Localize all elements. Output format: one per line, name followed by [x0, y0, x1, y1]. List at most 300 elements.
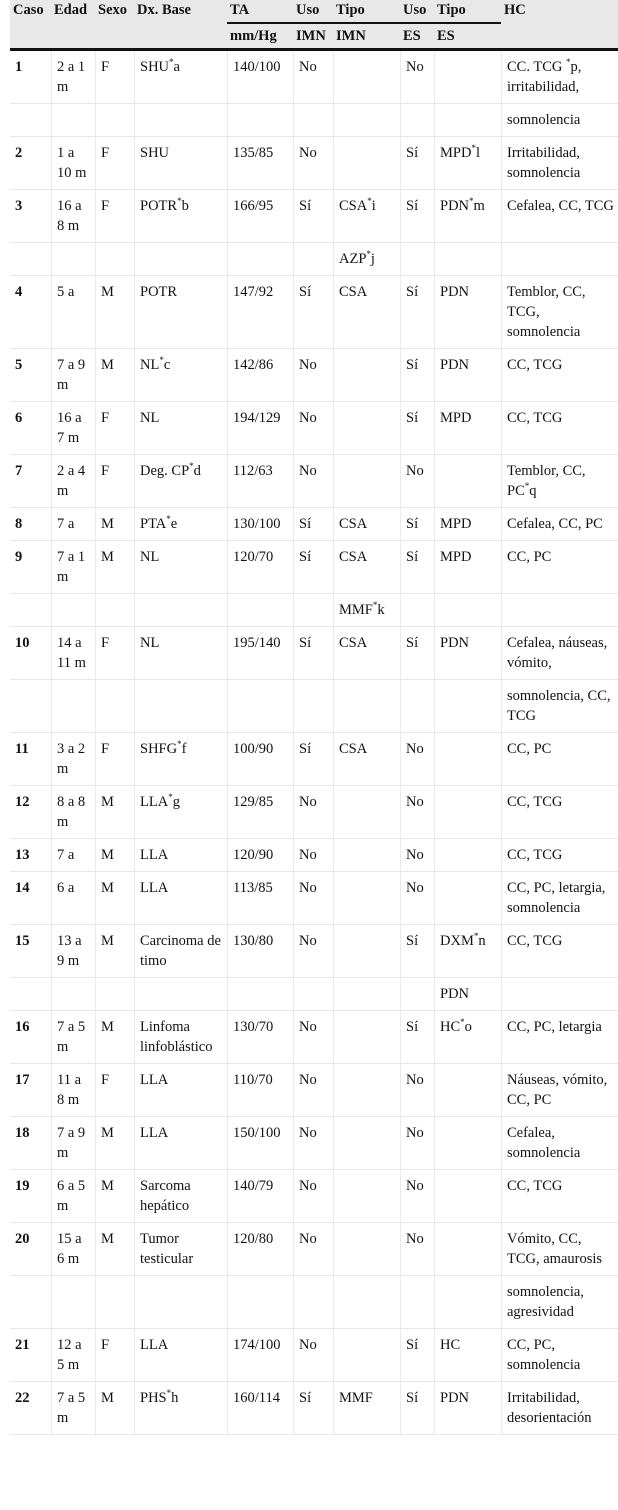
cell-uso-es — [400, 1276, 434, 1329]
table-row — [10, 839, 618, 872]
cell-tipo-imn — [333, 1223, 400, 1276]
cell-edad: 13 a 9 m — [51, 925, 95, 978]
cell-caso: 4 — [10, 276, 51, 349]
cell-caso — [10, 594, 51, 627]
cell-uso-imn — [293, 104, 333, 137]
cell-dx-base: Carcinoma de timo — [134, 925, 227, 978]
cell-sexo — [95, 1276, 134, 1329]
cell-uso-imn: Sí — [293, 1382, 333, 1435]
cell-tipo-imn: CSA — [333, 508, 400, 541]
cell-uso-imn: No — [293, 839, 333, 872]
table-row — [10, 508, 618, 541]
cell-ta — [227, 978, 293, 1011]
table-row — [10, 243, 618, 276]
cell-sexo: F — [95, 1329, 134, 1382]
table-row — [10, 680, 618, 733]
table-row — [10, 349, 618, 402]
table-row — [10, 402, 618, 455]
cell-uso-imn — [293, 594, 333, 627]
cell-caso: 10 — [10, 627, 51, 680]
cell-uso-imn: No — [293, 137, 333, 190]
cell-caso: 9 — [10, 541, 51, 594]
cell-dx-base: Sarcoma hepático — [134, 1170, 227, 1223]
cell-dx-base: PHS*h — [134, 1382, 227, 1435]
cell-caso — [10, 1276, 51, 1329]
header-ta: TA — [227, 0, 293, 24]
cell-tipo-imn — [333, 839, 400, 872]
cell-tipo-es: DXM*n — [434, 925, 501, 978]
cell-dx-base: SHU*a — [134, 51, 227, 104]
header-tipo-es-sub: ES — [434, 24, 501, 51]
clinical-cases-table — [10, 0, 618, 1435]
cell-tipo-imn: CSA — [333, 541, 400, 594]
cell-hc: Temblor, CC, TCG, somnolencia — [501, 276, 618, 349]
cell-uso-es: Sí — [400, 925, 434, 978]
cell-uso-es — [400, 594, 434, 627]
cell-caso: 11 — [10, 733, 51, 786]
cell-dx-base — [134, 104, 227, 137]
table-row — [10, 276, 618, 349]
cell-uso-imn — [293, 243, 333, 276]
cell-edad — [51, 680, 95, 733]
cell-hc: Irritabilidad, somnolencia — [501, 137, 618, 190]
cell-edad: 14 a 11 m — [51, 627, 95, 680]
cell-uso-imn: Sí — [293, 276, 333, 349]
cell-uso-es: No — [400, 51, 434, 104]
cell-tipo-es: PDN — [434, 1382, 501, 1435]
table-row — [10, 137, 618, 190]
cell-ta: 194/129 — [227, 402, 293, 455]
cell-uso-es: No — [400, 786, 434, 839]
cell-sexo: M — [95, 839, 134, 872]
cell-tipo-es — [434, 51, 501, 104]
cell-edad: 15 a 6 m — [51, 1223, 95, 1276]
cell-ta — [227, 104, 293, 137]
cell-sexo — [95, 680, 134, 733]
cell-ta: 195/140 — [227, 627, 293, 680]
header-uso-imn: Uso — [293, 0, 333, 24]
cell-hc: somnolencia, CC, TCG — [501, 680, 618, 733]
cell-sexo: F — [95, 1064, 134, 1117]
cell-edad — [51, 594, 95, 627]
cell-uso-es: No — [400, 455, 434, 508]
table-row — [10, 1382, 618, 1435]
cell-hc: Náuseas, vómito, CC, PC — [501, 1064, 618, 1117]
header-ta-unit: mm/Hg — [227, 24, 293, 51]
cell-ta: 112/63 — [227, 455, 293, 508]
cell-caso — [10, 243, 51, 276]
cell-tipo-es — [434, 733, 501, 786]
cell-caso: 7 — [10, 455, 51, 508]
cell-uso-es — [400, 104, 434, 137]
cell-uso-imn: No — [293, 925, 333, 978]
cell-sexo: F — [95, 627, 134, 680]
cell-caso: 3 — [10, 190, 51, 243]
cell-tipo-es — [434, 680, 501, 733]
cell-tipo-imn: MMF*k — [333, 594, 400, 627]
cell-caso — [10, 104, 51, 137]
table-row — [10, 1223, 618, 1276]
cell-ta — [227, 680, 293, 733]
cell-dx-base: PTA*e — [134, 508, 227, 541]
cell-edad: 8 a 8 m — [51, 786, 95, 839]
table-row — [10, 1117, 618, 1170]
header-edad: Edad — [51, 0, 95, 51]
cell-tipo-imn — [333, 1170, 400, 1223]
cell-sexo: M — [95, 1117, 134, 1170]
cell-tipo-imn — [333, 680, 400, 733]
cell-tipo-es — [434, 872, 501, 925]
cell-tipo-imn: CSA*i — [333, 190, 400, 243]
cell-caso: 16 — [10, 1011, 51, 1064]
cell-tipo-imn — [333, 51, 400, 104]
cell-hc: CC. TCG *p, irritabilidad, — [501, 51, 618, 104]
cell-tipo-imn: CSA — [333, 733, 400, 786]
cell-uso-es: Sí — [400, 349, 434, 402]
cell-uso-imn: No — [293, 1117, 333, 1170]
cell-dx-base: NL*c — [134, 349, 227, 402]
cell-uso-imn — [293, 978, 333, 1011]
cell-edad: 7 a 9 m — [51, 349, 95, 402]
table-body — [10, 51, 618, 1435]
header-uso-es-sub: ES — [400, 24, 434, 51]
cell-hc: Cefalea, somnolencia — [501, 1117, 618, 1170]
cell-edad: 11 a 8 m — [51, 1064, 95, 1117]
cell-uso-es: No — [400, 1064, 434, 1117]
cell-ta: 135/85 — [227, 137, 293, 190]
table-row — [10, 1329, 618, 1382]
cell-caso: 2 — [10, 137, 51, 190]
cell-uso-imn: Sí — [293, 190, 333, 243]
cell-uso-es: Sí — [400, 402, 434, 455]
cell-tipo-es: MPD*l — [434, 137, 501, 190]
cell-hc: CC, TCG — [501, 839, 618, 872]
cell-edad — [51, 1276, 95, 1329]
cell-caso — [10, 680, 51, 733]
cell-hc — [501, 243, 618, 276]
cell-tipo-es — [434, 1276, 501, 1329]
cell-hc: Irritabilidad, desorientación — [501, 1382, 618, 1435]
cell-tipo-es: HC — [434, 1329, 501, 1382]
cell-tipo-imn — [333, 137, 400, 190]
cell-uso-es: Sí — [400, 541, 434, 594]
cell-ta: 160/114 — [227, 1382, 293, 1435]
cell-ta: 110/70 — [227, 1064, 293, 1117]
cell-sexo: M — [95, 276, 134, 349]
cell-tipo-imn — [333, 1329, 400, 1382]
cell-dx-base: NL — [134, 402, 227, 455]
cell-edad: 7 a 5 m — [51, 1011, 95, 1064]
cell-dx-base — [134, 594, 227, 627]
cell-tipo-imn — [333, 1276, 400, 1329]
table-row — [10, 978, 618, 1011]
cell-edad: 7 a — [51, 839, 95, 872]
cell-dx-base — [134, 978, 227, 1011]
cell-hc: Vómito, CC, TCG, amaurosis — [501, 1223, 618, 1276]
cell-edad: 6 a 5 m — [51, 1170, 95, 1223]
cell-uso-es: Sí — [400, 276, 434, 349]
cell-dx-base — [134, 680, 227, 733]
cell-hc: CC, TCG — [501, 349, 618, 402]
cell-sexo: F — [95, 137, 134, 190]
cell-sexo: M — [95, 872, 134, 925]
cell-uso-es — [400, 243, 434, 276]
cell-tipo-imn: CSA — [333, 276, 400, 349]
table-row — [10, 1170, 618, 1223]
cell-sexo: F — [95, 455, 134, 508]
cell-hc: CC, TCG — [501, 925, 618, 978]
cell-dx-base: LLA — [134, 839, 227, 872]
cell-ta: 100/90 — [227, 733, 293, 786]
table-row — [10, 627, 618, 680]
table-row — [10, 1276, 618, 1329]
cell-tipo-imn: AZP*j — [333, 243, 400, 276]
cell-uso-es: Sí — [400, 1382, 434, 1435]
cell-caso: 18 — [10, 1117, 51, 1170]
cell-hc: CC, TCG — [501, 786, 618, 839]
cell-uso-imn: No — [293, 1329, 333, 1382]
cell-ta: 140/79 — [227, 1170, 293, 1223]
cell-uso-imn: No — [293, 349, 333, 402]
cell-ta — [227, 1276, 293, 1329]
cell-ta: 140/100 — [227, 51, 293, 104]
cell-sexo: M — [95, 1170, 134, 1223]
cell-uso-imn — [293, 680, 333, 733]
cell-ta: 166/95 — [227, 190, 293, 243]
cell-uso-es: Sí — [400, 508, 434, 541]
table-row — [10, 786, 618, 839]
cell-hc: Cefalea, CC, PC — [501, 508, 618, 541]
cell-tipo-imn — [333, 786, 400, 839]
cell-caso: 1 — [10, 51, 51, 104]
cell-caso: 14 — [10, 872, 51, 925]
cell-edad: 5 a — [51, 276, 95, 349]
table-row — [10, 872, 618, 925]
cell-edad — [51, 104, 95, 137]
cell-edad: 6 a — [51, 872, 95, 925]
cell-tipo-es: PDN — [434, 349, 501, 402]
header-uso-imn-sub: IMN — [293, 24, 333, 51]
cell-ta: 150/100 — [227, 1117, 293, 1170]
header-sexo: Sexo — [95, 0, 134, 51]
cell-dx-base — [134, 1276, 227, 1329]
cell-uso-es: Sí — [400, 627, 434, 680]
cell-ta — [227, 243, 293, 276]
cell-tipo-imn: MMF — [333, 1382, 400, 1435]
cell-edad: 2 a 1 m — [51, 51, 95, 104]
cell-tipo-es — [434, 1170, 501, 1223]
cell-tipo-imn — [333, 925, 400, 978]
cell-tipo-es — [434, 104, 501, 137]
cell-edad: 16 a 7 m — [51, 402, 95, 455]
cell-ta: 130/70 — [227, 1011, 293, 1064]
cell-tipo-es — [434, 1064, 501, 1117]
cell-edad — [51, 243, 95, 276]
cell-caso: 6 — [10, 402, 51, 455]
table-row — [10, 1064, 618, 1117]
table-row — [10, 541, 618, 594]
cell-tipo-imn — [333, 1064, 400, 1117]
cell-ta: 130/100 — [227, 508, 293, 541]
cell-hc: CC, TCG — [501, 1170, 618, 1223]
cell-tipo-es: MPD — [434, 402, 501, 455]
cell-dx-base: POTR*b — [134, 190, 227, 243]
cell-tipo-es: PDN — [434, 276, 501, 349]
cell-uso-imn: No — [293, 1011, 333, 1064]
cell-caso — [10, 978, 51, 1011]
cell-edad: 7 a 1 m — [51, 541, 95, 594]
cell-caso: 13 — [10, 839, 51, 872]
cell-tipo-es — [434, 839, 501, 872]
header-tipo-imn: Tipo — [333, 0, 400, 24]
cell-tipo-es — [434, 786, 501, 839]
cell-hc: Cefalea, náuseas, vómito, — [501, 627, 618, 680]
cell-uso-es — [400, 978, 434, 1011]
table-row — [10, 51, 618, 104]
cell-caso: 22 — [10, 1382, 51, 1435]
cell-dx-base: Deg. CP*d — [134, 455, 227, 508]
cell-ta: 130/80 — [227, 925, 293, 978]
cell-hc: CC, PC — [501, 541, 618, 594]
cell-tipo-es: PDN — [434, 978, 501, 1011]
cell-uso-imn: No — [293, 455, 333, 508]
header-tipo-es: Tipo — [434, 0, 501, 24]
cell-caso: 20 — [10, 1223, 51, 1276]
cell-caso: 19 — [10, 1170, 51, 1223]
cell-hc: somnolencia — [501, 104, 618, 137]
cell-tipo-es — [434, 594, 501, 627]
header-uso-es: Uso — [400, 0, 434, 24]
cell-uso-es: Sí — [400, 1329, 434, 1382]
cell-ta: 120/70 — [227, 541, 293, 594]
cell-tipo-imn — [333, 104, 400, 137]
cell-tipo-imn — [333, 402, 400, 455]
cell-hc: CC, PC, somnolencia — [501, 1329, 618, 1382]
cell-tipo-es: PDN*m — [434, 190, 501, 243]
header-dx-base: Dx. Base — [134, 0, 227, 51]
cell-uso-es: No — [400, 872, 434, 925]
cell-sexo: F — [95, 51, 134, 104]
cell-sexo: M — [95, 1011, 134, 1064]
cell-uso-imn: No — [293, 872, 333, 925]
cell-dx-base: LLA — [134, 872, 227, 925]
cell-uso-es: No — [400, 1117, 434, 1170]
cell-uso-imn: Sí — [293, 541, 333, 594]
cell-uso-imn: No — [293, 1223, 333, 1276]
cell-uso-es: No — [400, 1170, 434, 1223]
cell-edad: 16 a 8 m — [51, 190, 95, 243]
cell-sexo: M — [95, 786, 134, 839]
cell-tipo-es — [434, 243, 501, 276]
cell-caso: 15 — [10, 925, 51, 978]
cell-sexo — [95, 978, 134, 1011]
cell-uso-imn: No — [293, 786, 333, 839]
cell-ta: 147/92 — [227, 276, 293, 349]
cell-tipo-es — [434, 1223, 501, 1276]
cell-ta: 120/90 — [227, 839, 293, 872]
header-tipo-imn-sub: IMN — [333, 24, 400, 51]
cell-uso-es — [400, 680, 434, 733]
cell-uso-imn: No — [293, 51, 333, 104]
table-row — [10, 925, 618, 978]
cell-uso-imn: No — [293, 1064, 333, 1117]
cell-dx-base: LLA — [134, 1064, 227, 1117]
cell-edad — [51, 978, 95, 1011]
cell-dx-base: NL — [134, 627, 227, 680]
cell-dx-base: SHU — [134, 137, 227, 190]
cell-hc: CC, PC, letargia — [501, 1011, 618, 1064]
cell-caso: 12 — [10, 786, 51, 839]
table-row — [10, 1011, 618, 1064]
cell-hc — [501, 978, 618, 1011]
cell-tipo-imn — [333, 1117, 400, 1170]
cell-hc: Temblor, CC, PC*q — [501, 455, 618, 508]
header-caso: Caso — [10, 0, 51, 51]
cell-tipo-es: MPD — [434, 541, 501, 594]
cell-edad: 2 a 4 m — [51, 455, 95, 508]
cell-uso-imn — [293, 1276, 333, 1329]
cell-hc — [501, 594, 618, 627]
table-row — [10, 733, 618, 786]
cell-sexo: F — [95, 402, 134, 455]
cell-sexo: F — [95, 190, 134, 243]
cell-edad: 7 a — [51, 508, 95, 541]
cell-ta: 129/85 — [227, 786, 293, 839]
cell-ta: 120/80 — [227, 1223, 293, 1276]
cell-sexo: M — [95, 925, 134, 978]
table-row — [10, 455, 618, 508]
cell-edad: 12 a 5 m — [51, 1329, 95, 1382]
cell-edad: 7 a 5 m — [51, 1382, 95, 1435]
cell-ta: 174/100 — [227, 1329, 293, 1382]
cell-caso: 17 — [10, 1064, 51, 1117]
cell-caso: 5 — [10, 349, 51, 402]
cell-hc: somnolencia, agresividad — [501, 1276, 618, 1329]
cell-dx-base: SHFG*f — [134, 733, 227, 786]
cell-sexo: M — [95, 541, 134, 594]
cell-tipo-imn — [333, 349, 400, 402]
cell-hc: CC, TCG — [501, 402, 618, 455]
cell-sexo — [95, 243, 134, 276]
cell-uso-es: Sí — [400, 1011, 434, 1064]
cell-tipo-es — [434, 1117, 501, 1170]
cell-uso-es: Sí — [400, 190, 434, 243]
cell-uso-imn: Sí — [293, 627, 333, 680]
header-hc: HC — [501, 0, 618, 51]
table-row — [10, 104, 618, 137]
cell-uso-imn: Sí — [293, 508, 333, 541]
cell-uso-es: No — [400, 839, 434, 872]
cell-uso-es: No — [400, 733, 434, 786]
cell-tipo-es: MPD — [434, 508, 501, 541]
cell-tipo-es: PDN — [434, 627, 501, 680]
cell-hc: Cefalea, CC, TCG — [501, 190, 618, 243]
cell-dx-base: LLA — [134, 1329, 227, 1382]
cell-dx-base: POTR — [134, 276, 227, 349]
cell-sexo — [95, 594, 134, 627]
cell-uso-imn: No — [293, 402, 333, 455]
cell-uso-imn: No — [293, 1170, 333, 1223]
cell-ta: 113/85 — [227, 872, 293, 925]
cell-tipo-es: HC*o — [434, 1011, 501, 1064]
cell-tipo-imn — [333, 455, 400, 508]
cell-sexo: F — [95, 733, 134, 786]
cell-hc: CC, PC, letargia, somnolencia — [501, 872, 618, 925]
cell-edad: 7 a 9 m — [51, 1117, 95, 1170]
cell-sexo — [95, 104, 134, 137]
cell-tipo-imn — [333, 1011, 400, 1064]
cell-tipo-imn — [333, 978, 400, 1011]
